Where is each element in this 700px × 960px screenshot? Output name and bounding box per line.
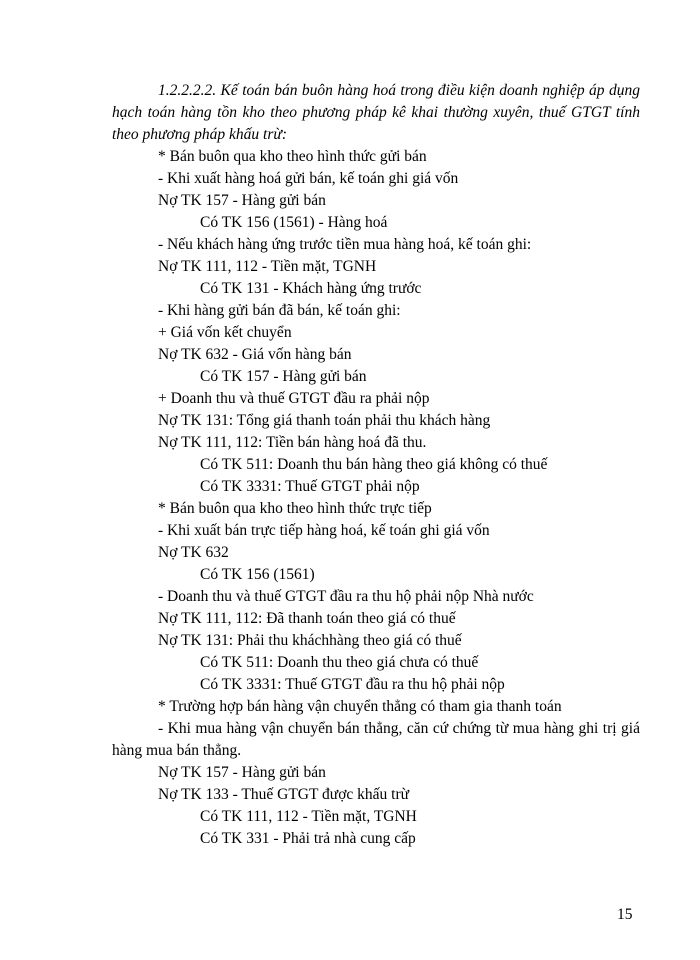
text-line: Nợ TK 111, 112: Tiền bán hàng hoá đã thu. (158, 434, 427, 451)
text-line: - Doanh thu và thuế GTGT đầu ra thu hộ phải nộp Nhà nước (158, 588, 534, 605)
paragraph: - Khi mua hàng vận chuyển bán thẳng, căn cứ chứng từ mua hàng ghi trị giá hàng mua bán thẳng. (112, 720, 640, 759)
text-line: * Trường hợp bán hàng vận chuyển thẳng có tham gia thanh toán (158, 698, 562, 715)
text-line: Nợ TK 111, 112 - Tiền mặt, TGNH (158, 258, 377, 275)
text-line: * Bán buôn qua kho theo hình thức trực tiếp (158, 500, 432, 517)
text-line: Nợ TK 157 - Hàng gửi bán (158, 764, 326, 781)
section-heading: 1.2.2.2.2. Kế toán bán buôn hàng hoá trong điều kiện doanh nghiệp áp dụng hạch toán hàng tồn kho theo phương pháp kê khai thường xuyên, thuế GTGT tính theo phương pháp khấu trừ: (112, 82, 640, 143)
text-line: Nợ TK 632 (158, 544, 229, 561)
text-line: Nợ TK 111, 112: Đã thanh toán theo giá có thuế (158, 610, 456, 627)
text-line: - Khi hàng gửi bán đã bán, kế toán ghi: (158, 302, 401, 319)
text-line: Có TK 156 (1561) - Hàng hoá (200, 214, 388, 231)
text-line: + Doanh thu và thuế GTGT đầu ra phải nộp (158, 390, 430, 407)
text-line: Có TK 3331: Thuế GTGT đầu ra thu hộ phải nộp (200, 676, 505, 693)
text-line: Nợ TK 157 - Hàng gửi bán (158, 192, 326, 209)
text-line: Nợ TK 131: Tổng giá thanh toán phải thu khách hàng (158, 412, 491, 429)
text-line: * Bán buôn qua kho theo hình thức gửi bán (158, 148, 427, 165)
text-line: Có TK 157 - Hàng gửi bán (200, 368, 367, 385)
text-line: Có TK 156 (1561) (200, 566, 315, 583)
text-line: - Khi xuất bán trực tiếp hàng hoá, kế toán ghi giá vốn (158, 522, 490, 539)
text-line: Có TK 3331: Thuế GTGT phải nộp (200, 478, 420, 495)
text-line: + Giá vốn kết chuyển (158, 324, 292, 341)
page-number: 15 (617, 906, 633, 923)
text-line: Nợ TK 131: Phải thu kháchhàng theo giá có thuế (158, 632, 462, 649)
text-line: Có TK 511: Doanh thu bán hàng theo giá không có thuế (200, 456, 548, 473)
text-line: Có TK 131 - Khách hàng ứng trước (200, 280, 422, 297)
text-line: - Nếu khách hàng ứng trước tiền mua hàng hoá, kế toán ghi: (158, 236, 532, 253)
text-line: Có TK 111, 112 - Tiền mặt, TGNH (200, 808, 417, 825)
text-line: Có TK 511: Doanh thu theo giá chưa có thuế (200, 654, 479, 671)
text-line: Có TK 331 - Phải trả nhà cung cấp (200, 830, 416, 847)
text-line: - Khi xuất hàng hoá gửi bán, kế toán ghi giá vốn (158, 170, 459, 187)
text-line: Nợ TK 632 - Giá vốn hàng bán (158, 346, 352, 363)
text-line: Nợ TK 133 - Thuế GTGT được khấu trừ (158, 786, 410, 803)
